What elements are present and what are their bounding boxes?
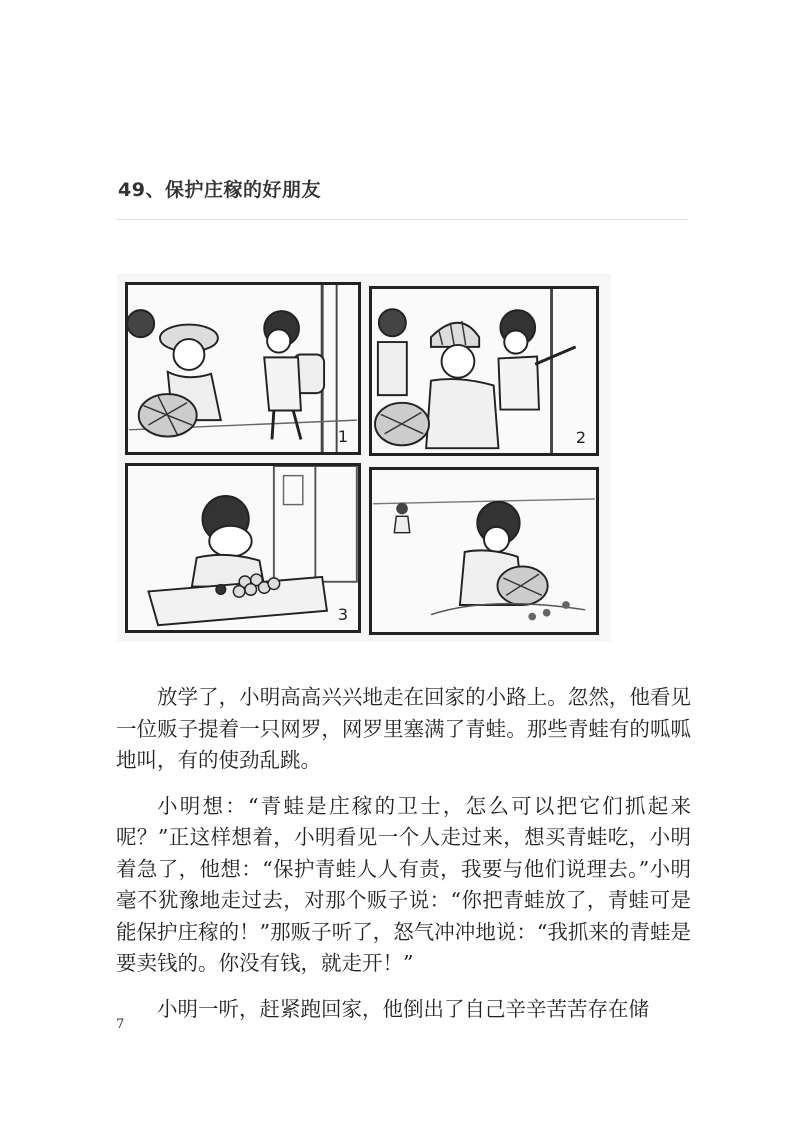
paragraph-2: 小明想：“青蛙是庄稼的卫士，怎么可以把它们抓起来呢？”正这样想着，小明看见一个人走过来，想买青蛙吃，小明着急了，他想：“保护青蛙人人有责，我要与他们说理去。”小明毫不犹豫地走过去，对那个贩子说：“你把青蛙放了，青蛙可是能保护庄稼的！”那贩子听了，怒气冲冲地说：“我抓来的青蛙是要卖钱的。你没有钱，就走开！” xyxy=(116,793,691,975)
title-divider xyxy=(116,219,688,220)
comic-panel-3 xyxy=(125,463,361,633)
comic-illustration xyxy=(117,274,611,642)
panel-1-number: 1 xyxy=(337,427,348,446)
panel-3-drawing xyxy=(128,466,358,630)
comic-panel-2 xyxy=(369,286,599,456)
panel-1-drawing xyxy=(128,285,358,452)
comic-panel-4 xyxy=(369,467,599,635)
panel-2-drawing xyxy=(372,289,596,453)
comic-panel-1 xyxy=(125,282,361,455)
paragraph-3: 小明一听，赶紧跑回家，他倒出了自己辛辛苦苦存在储 xyxy=(157,996,649,1021)
panel-3-number: 3 xyxy=(337,605,348,624)
panel-2-number: 2 xyxy=(575,428,586,447)
paragraph-1: 放学了，小明高高兴兴地走在回家的小路上。忽然，他看见一位贩子提着一只网罗，网罗里塞满了青蛙。那些青蛙有的呱呱地叫，有的使劲乱跳。 xyxy=(116,685,691,772)
panel-4-drawing xyxy=(372,470,596,632)
page-number: 7 xyxy=(116,1017,125,1032)
story-body xyxy=(116,682,691,1039)
page-title: 49、保护庄稼的好朋友 xyxy=(118,179,321,201)
